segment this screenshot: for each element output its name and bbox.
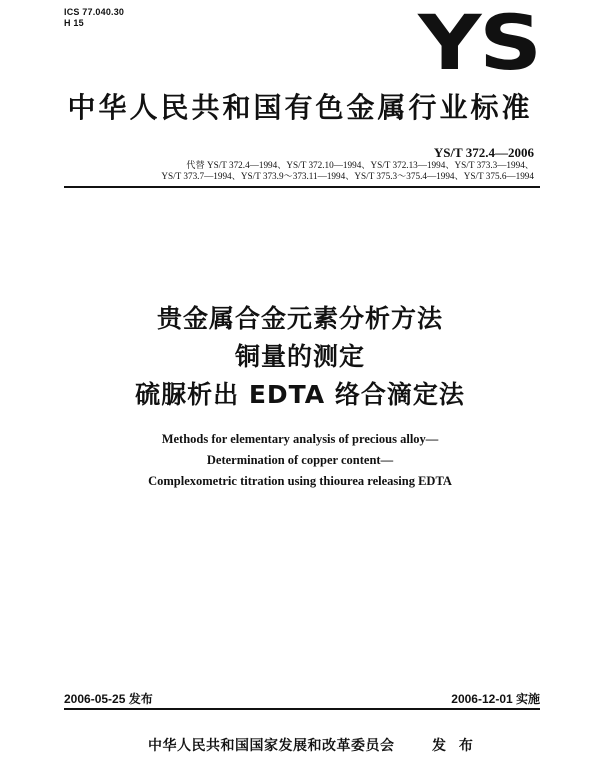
title-cn-line: 铜量的测定 xyxy=(234,342,365,371)
issue-date: 2006-05-25 发布 xyxy=(64,692,153,706)
ys-logo: YS xyxy=(418,0,540,87)
replaces-line: YS/T 373.7—1994、YS/T 373.9～373.11—1994、YS/T 375.3～375.4—1994、YS/T 375.6—1994 xyxy=(161,171,534,181)
header-divider xyxy=(64,186,540,188)
title-en-line: Methods for elementary analysis of precious alloy— xyxy=(161,432,439,446)
replaces-line: 代替 YS/T 372.4—1994、YS/T 372.10—1994、YS/T 372.13—1994、YS/T 373.3—1994、 xyxy=(186,160,534,170)
implementation-date: 2006-12-01 实施 xyxy=(451,692,540,706)
title-cn-line: 硫脲析出 EDTA 络合滴定法 xyxy=(135,380,465,409)
footer-divider xyxy=(64,708,540,710)
org-title: 中华人民共和国有色金属行业标准 xyxy=(67,91,533,124)
title-cn-line: 贵金属合金元素分析方法 xyxy=(156,304,443,333)
publish-label: 发 布 xyxy=(432,738,477,754)
title-en-line: Determination of copper content— xyxy=(206,453,394,467)
replaces-block xyxy=(34,160,534,182)
classification-codes xyxy=(64,7,124,29)
title-chinese xyxy=(0,300,600,414)
title-english xyxy=(0,429,600,492)
category-code: H 15 xyxy=(64,18,84,28)
publisher-name: 中华人民共和国国家发展和改革委员会 xyxy=(148,738,395,754)
ics-code: ICS 77.040.30 xyxy=(64,7,125,17)
title-en-line: Complexometric titration using thiourea releasing EDTA xyxy=(148,474,452,488)
standard-number: YS/T 372.4—2006 xyxy=(433,145,534,160)
